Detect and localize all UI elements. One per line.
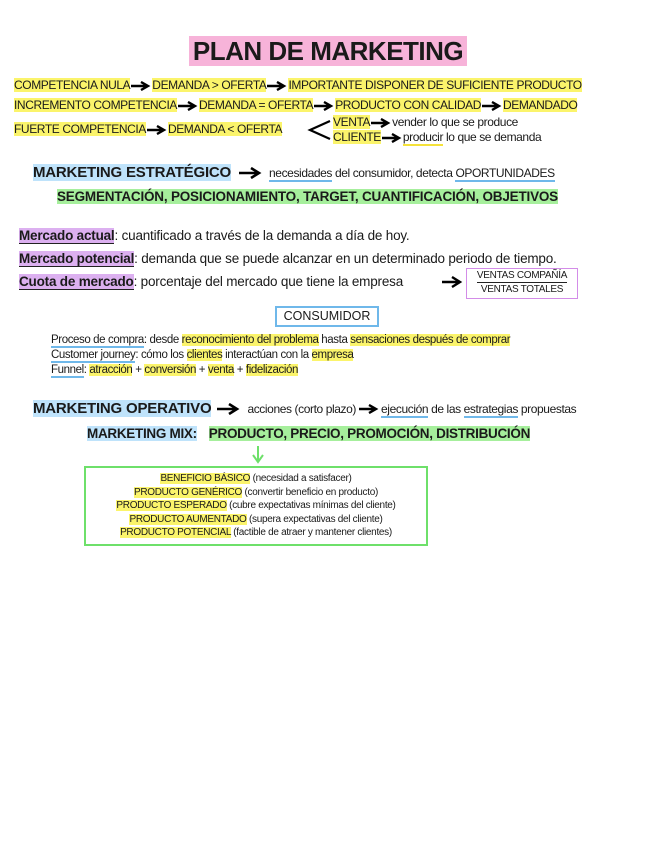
desc: (factible de atraer y mantener clientes) — [230, 527, 392, 538]
right-arrow-icon — [371, 118, 391, 128]
producto-level — [86, 472, 426, 486]
cliente-desc-a: producir — [402, 130, 444, 144]
venta-desc: vender lo que se produce — [392, 115, 518, 129]
venta-line — [333, 115, 518, 129]
term: DEMANDA < OFERTA — [167, 122, 283, 136]
term: PRODUCTO AUMENTADO — [129, 513, 247, 525]
text: + — [195, 364, 208, 376]
definition: : cuantificado a través de la demanda a día de hoy. — [114, 228, 410, 243]
highlight: atracción — [89, 364, 133, 376]
text: hasta — [318, 334, 351, 346]
competition-line-1 — [14, 78, 582, 92]
term: Cuota de mercado — [19, 274, 134, 289]
down-arrow-icon — [251, 446, 265, 464]
right-arrow-icon — [217, 403, 241, 415]
competition-line-2 — [14, 98, 577, 112]
desc-a: necesidades — [269, 166, 333, 180]
section-title: MARKETING ESTRATÉGICO — [33, 164, 232, 181]
cuota-mercado — [19, 274, 403, 289]
highlight: conversión — [144, 364, 196, 376]
text: : — [83, 364, 90, 376]
marketing-mix — [87, 426, 530, 441]
page-title: PLAN DE MARKETING — [0, 36, 656, 67]
term: Proceso de compra — [51, 334, 144, 346]
producto-level — [86, 486, 426, 500]
desc-c: OPORTUNIDADES — [455, 166, 555, 180]
desc: (convertir beneficio en producto) — [242, 486, 379, 498]
estrategico-keywords — [57, 189, 558, 204]
consumidor-line-1 — [51, 334, 510, 346]
producto-level — [86, 526, 426, 540]
consumidor-title: CONSUMIDOR — [275, 306, 379, 327]
term: COMPETENCIA NULA — [14, 78, 131, 92]
desc-c: de las — [428, 402, 464, 416]
term: PRODUCTO GENÉRICO — [133, 486, 243, 498]
producto-level — [86, 499, 426, 513]
desc: (necesidad a satisfacer) — [250, 473, 352, 484]
right-arrow-icon — [482, 101, 502, 111]
term: Funnel — [51, 364, 84, 376]
highlight: clientes — [186, 349, 223, 361]
keywords: SEGMENTACIÓN, POSICIONAMIENTO, TARGET, CUANTIFICACIÓN, OBJETIVOS — [57, 189, 558, 204]
term: PRODUCTO POTENCIAL — [120, 527, 231, 538]
term: IMPORTANTE DISPONER DE SUFICIENTE PRODUCTO — [288, 78, 582, 92]
desc-d: estrategias — [463, 402, 518, 416]
text: : desde — [143, 334, 182, 346]
term: DEMANDADO — [503, 98, 578, 112]
definition: : porcentaje del mercado que tiene la empresa — [133, 274, 403, 289]
producto-level — [86, 513, 426, 527]
right-arrow-icon — [178, 101, 198, 111]
desc-b: del consumidor, detecta — [332, 166, 456, 180]
section-title: MARKETING OPERATIVO — [33, 400, 212, 417]
right-arrow-icon — [442, 276, 464, 288]
desc-b: ejecución — [381, 402, 429, 416]
term: Customer journey — [51, 349, 136, 361]
highlight: sensaciones después de comprar — [350, 334, 511, 346]
consumidor-line-3 — [51, 364, 298, 376]
term: Mercado potencial — [19, 251, 135, 266]
right-arrow-icon — [314, 101, 334, 111]
term: INCREMENTO COMPETENCIA — [14, 98, 177, 112]
term: PRODUCTO CON CALIDAD — [335, 98, 481, 112]
term: DEMANDA = OFERTA — [199, 98, 314, 112]
highlight: reconocimiento del problema — [181, 334, 319, 346]
term: Mercado actual — [19, 228, 115, 243]
highlight: fidelización — [245, 364, 299, 376]
text: + — [132, 364, 145, 376]
highlight: venta — [207, 364, 235, 376]
cuota-formula — [466, 268, 578, 299]
right-arrow-icon — [267, 81, 287, 91]
branch-icon — [306, 118, 332, 142]
cliente-desc-b: lo que se demanda — [443, 130, 542, 144]
cliente-term: CLIENTE — [333, 130, 381, 144]
right-arrow-icon — [147, 125, 167, 135]
desc: (cubre expectativas mínimas del cliente) — [226, 500, 396, 511]
mix-items: PRODUCTO, PRECIO, PROMOCIÓN, DISTRIBUCIÓN — [208, 426, 531, 441]
mix-label: MARKETING MIX: — [87, 426, 197, 441]
cliente-line — [333, 130, 541, 144]
text: : cómo los — [135, 349, 187, 361]
highlight: empresa — [311, 349, 354, 361]
operativo-heading — [33, 400, 576, 418]
right-arrow-icon — [359, 404, 379, 414]
term: PRODUCTO ESPERADO — [116, 500, 227, 511]
desc: (supera expectativas del cliente) — [246, 513, 383, 525]
term: FUERTE COMPETENCIA — [14, 122, 146, 136]
desc-e: propuestas — [517, 402, 577, 416]
producto-levels-box — [84, 466, 428, 546]
right-arrow-icon — [131, 81, 151, 91]
text: interactúan con la — [222, 349, 312, 361]
definition: : demanda que se puede alcanzar en un determinado periodo de tiempo. — [134, 251, 557, 266]
term: BENEFICIO BÁSICO — [160, 473, 251, 484]
mercado-potencial — [19, 251, 557, 266]
consumidor-line-2 — [51, 349, 353, 361]
right-arrow-icon — [239, 167, 263, 179]
right-arrow-icon — [382, 133, 402, 143]
term: DEMANDA > OFERTA — [152, 78, 267, 92]
text: + — [234, 364, 246, 376]
estrategico-heading — [33, 164, 555, 182]
numerator: VENTAS COMPAÑÍA — [476, 270, 568, 281]
venta-term: VENTA — [333, 115, 371, 129]
mercado-actual — [19, 228, 410, 243]
denominator: VENTAS TOTALES — [477, 282, 567, 296]
competition-line-3 — [14, 122, 282, 136]
desc-a: acciones (corto plazo) — [247, 402, 357, 416]
